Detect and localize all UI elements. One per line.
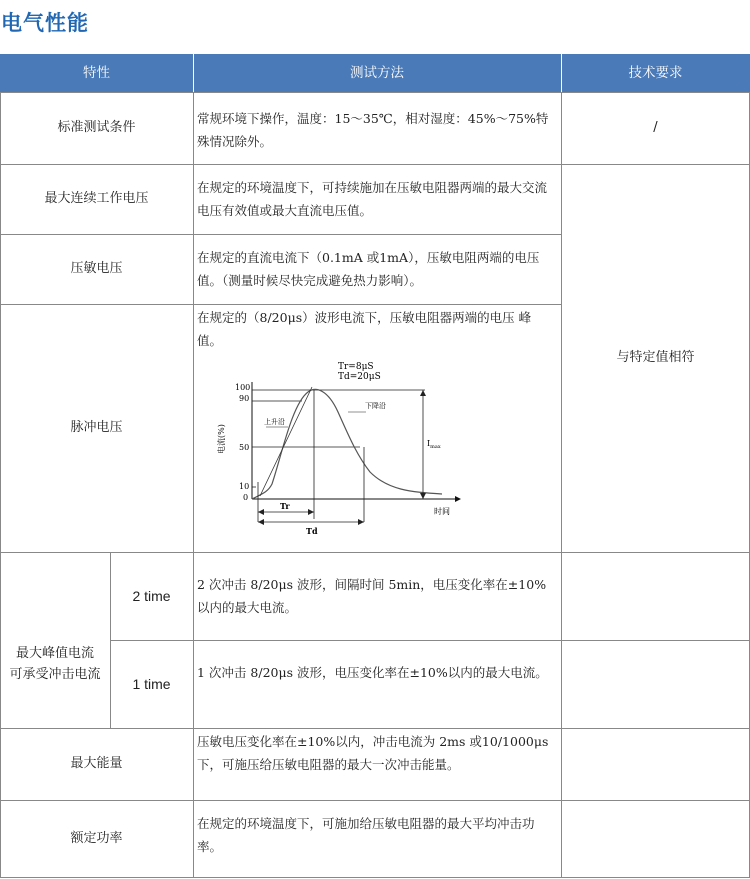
- chart-imax-label: $I_{max}$: [427, 439, 441, 450]
- method-max-voltage: 在规定的环境温度下，可持续施加在压敏电阻器两端的最大交流电压有效值或最大直流电压值。: [197, 180, 548, 218]
- method-varistor-voltage: 在规定的直流电流下（0.1mA 或1mA），压敏电阻两端的电压值。（测量时候尽快完成避免热力影响）。: [197, 250, 540, 288]
- label-1-time: 1 time: [132, 676, 171, 692]
- electrical-performance-table: [0, 54, 750, 878]
- chart-ytick-90: 90: [239, 394, 250, 403]
- requirement-standard-test: /: [653, 120, 658, 135]
- label-max-energy: 最大能量: [70, 756, 123, 771]
- method-standard-test: 常规环境下操作，温度：15～35℃，相对湿度：45%～75%特殊情况除外。: [197, 111, 549, 149]
- header-characteristic: 特性: [0, 54, 193, 92]
- method-pulse-voltage: 在规定的（8/20μs）波形电流下，压敏电阻器两端的电压 峰值。: [197, 310, 532, 348]
- chart-x-label: 时间: [434, 507, 450, 516]
- grid-line: [0, 304, 561, 305]
- requirement-1-time: [561, 640, 750, 728]
- pulse-waveform-chart: [210, 354, 470, 539]
- chart-tr-arrow-left: [258, 509, 264, 515]
- chart-td-arrow-left: [258, 519, 264, 525]
- requirement-max-energy: [561, 728, 750, 800]
- grid-line: [193, 92, 194, 878]
- chart-fall-label: 下降沿: [365, 402, 386, 410]
- chart-ytick-0: 0: [243, 493, 249, 502]
- chart-td-label: Td=20μS: [338, 372, 381, 382]
- grid-line: [0, 728, 750, 729]
- grid-line: [0, 552, 750, 553]
- chart-ytick-10: 10: [239, 482, 250, 491]
- chart-y-label: 电流(%): [217, 424, 226, 454]
- header-method: 测试方法: [193, 54, 561, 92]
- chart-rise-label: 上升沿: [264, 418, 285, 426]
- grid-line: [0, 877, 750, 878]
- label-peak-current: [0, 552, 110, 728]
- chart-td-arrow-right: [358, 519, 364, 525]
- method-1-time: 1 次冲击 8/20μs 波形，电压变化率在±10%以内的最大电流。: [197, 665, 548, 680]
- chart-td-marker: Td: [306, 526, 318, 536]
- label-max-voltage: 最大连续工作电压: [44, 191, 149, 206]
- chart-tr-marker: Tr: [280, 501, 290, 511]
- requirement-rated-power: [561, 800, 750, 878]
- method-rated-power: 在规定的环境温度下，可施加给压敏电阻器的最大平均冲击功率。: [197, 816, 535, 854]
- method-max-energy: 压敏电压变化率在±10%以内，冲击电流为 2ms 或10/1000μs 下，可施压给压敏电阻器的最大一次冲击能量。: [197, 734, 549, 772]
- chart-waveform-curve: [252, 389, 442, 499]
- chart-x-arrow: [455, 496, 461, 502]
- method-2-time: 2 次冲击 8/20μs 波形，间隔时间 5min，电压变化率在±10%以内的最大电流。: [197, 577, 547, 615]
- label-rated-power: 额定功率: [70, 831, 123, 846]
- chart-imax-arrow-bottom: [420, 493, 426, 499]
- header-divider: [193, 54, 194, 92]
- grid-line: [0, 800, 750, 801]
- grid-line: [0, 92, 1, 878]
- grid-line: [0, 234, 561, 235]
- grid-line: [0, 92, 750, 93]
- grid-line: [561, 92, 562, 878]
- chart-rise-line: [260, 387, 312, 496]
- label-peak-current-line2: 可承受冲击电流: [9, 667, 101, 682]
- requirement-merged: 与特定值相符: [616, 350, 695, 365]
- grid-line: [110, 640, 750, 641]
- label-peak-current-line1: 最大峰值电流: [15, 646, 94, 661]
- label-varistor-voltage: 压敏电压: [70, 261, 123, 276]
- chart-tr-arrow-right: [308, 509, 314, 515]
- label-2-time: 2 time: [132, 588, 171, 604]
- label-pulse-voltage: 脉冲电压: [70, 420, 123, 435]
- grid-line: [110, 552, 111, 728]
- chart-ytick-100: 100: [235, 383, 251, 392]
- page-title: 电气性能: [1, 11, 89, 35]
- header-divider: [561, 54, 562, 92]
- chart-imax-arrow-top: [420, 390, 426, 396]
- label-standard-test: 标准测试条件: [57, 120, 136, 135]
- chart-ytick-50: 50: [239, 443, 250, 452]
- requirement-2-time: [561, 552, 750, 640]
- grid-line: [0, 164, 750, 165]
- chart-tr-label: Tr=8μS: [338, 362, 374, 372]
- header-requirement: 技术要求: [561, 54, 750, 92]
